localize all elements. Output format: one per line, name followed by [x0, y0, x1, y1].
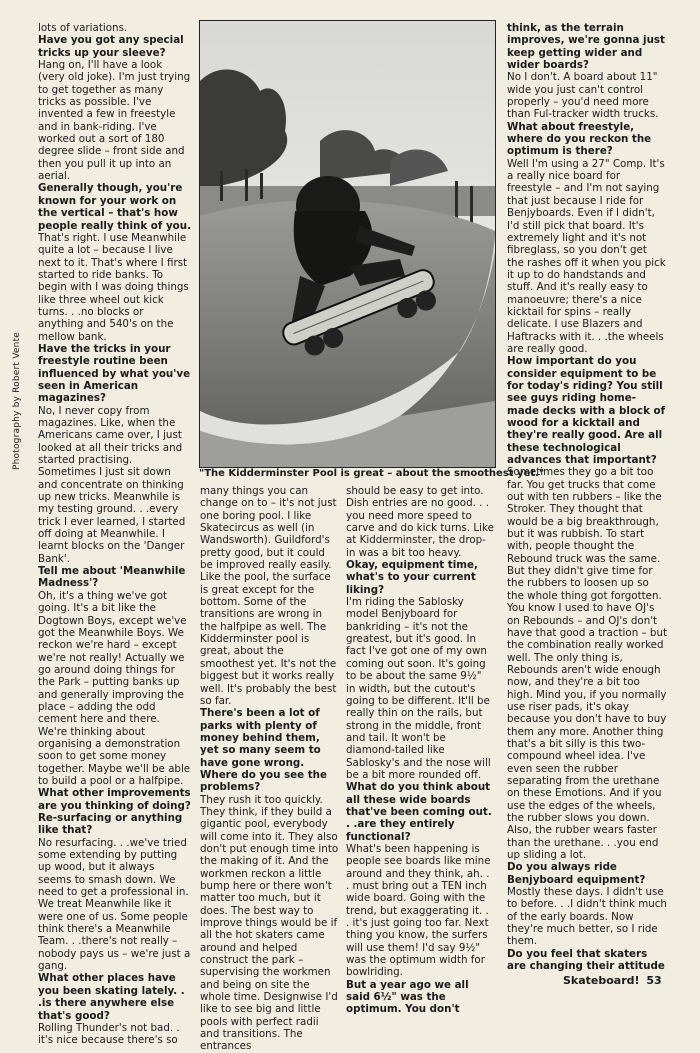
- text-column-left: [38, 22, 191, 1047]
- interview-answer: What's been happening is people see boards like mine around and they think, ah. . . must bring out a TEN inch wide board. Going with the trend, but exaggerating it. . . it's just going too far. Next thing you know, the surfers will use them! I'd say 9½" was the optimum width for bowlriding.: [346, 842, 491, 979]
- interview-question: Have you got any special tricks up your sleeve?: [38, 34, 184, 59]
- interview-answer: Oh, it's a thing we've got going. It's a bit like the Dogtown Boys, except we've got the Meanwhile Boys. We reckon we're hard – except we're not really! Actually we go around doing things for the Park – putting banks up and generally improving the place – adding the odd cement here and there. We're thinking about organising a demonstration soon to get some money together. Maybe we'll be able to build a pool or a halfpipe.: [38, 589, 191, 787]
- interview-question: What other places have you been skating lately. . .is there anywhere else that's good?: [38, 972, 185, 1022]
- photo-caption: "The Kidderminster Pool is great – about the smoothest yet.": [199, 468, 545, 479]
- interview-answer: No, I never copy from magazines. Like, when the Americans came over, I just looked at all their tricks and started practising. Sometimes I just sit down and concentrate on thinking up new tricks. Meanwhile is my testing ground. . .every trick I ever learned, I started off doing at Meanwhile. I learnt blocks on the 'Danger Bank'.: [38, 404, 186, 565]
- interview-question: But a year ago we all said 6½" was the optimum. You don't: [346, 978, 469, 1016]
- interview-question: What do you think about all these wide boards that've been coming out. . .are they entirely functional?: [346, 781, 492, 843]
- skateboarder-photo: [199, 20, 496, 468]
- interview-question: How important do you consider equipment to be for today's riding? You still see guys riding home-made decks with a block of wood for a kicktail and they're really good. Are all these technological advances that important?: [507, 355, 666, 467]
- page-footer: [563, 974, 693, 987]
- interview-question: think, as the terrain improves, we're gonna just keep getting wider and wider boards?: [507, 22, 665, 72]
- interview-question: Tell me about 'Meanwhile Madness'?: [38, 565, 186, 590]
- interview-answer: Hang on, I'll have a look (very old joke). I'm just trying to get together as many tricks as possible. I've invented a few in freestyle and in bank-riding. I've worked out a sort of 180 degree slide – front side and then you pull it up into an aerial.: [38, 59, 191, 183]
- photo-credit: Photography by Robert Vente: [12, 332, 22, 470]
- interview-answer: should be easy to get into. Dish entries are no good. . . you need more speed to carve and do kick turns. Like at Kidderminster, the drop-in was a bit too heavy.: [346, 485, 494, 559]
- interview-answer: That's right. I use Meanwhile quite a lot – because I live next to it. That's where I first started to ride banks. To begin with I was doing things like three wheel out kick turns. . .no blocks or anything and 540's on the mellow bank.: [38, 231, 189, 343]
- interview-question: There's been a lot of parks with plenty of money behind them, yet so many seem to have gone wrong. Where do you see the problems?: [200, 707, 327, 794]
- text-column-middle-2: [346, 485, 494, 1016]
- interview-answer: Sometimes they go a bit too far. You get trucks that come out with ten rubbers – like the Stroker. They thought that would be a big breakthrough, but it was rubbish. To start with, people thought the Rebound truck was the same. But they didn't give time for the rubbers to loosen up so the whole thing got forgotten. You know I used to have OJ's on Rebounds – and OJ's don't have that good a traction – but the combination really worked well. The only thing is, Rebounds aren't wide enough now, and they're a bit too high. Mind you, if you normally use riser pads, it's okay because you don't have to buy them any more. Another thing that's a bit silly is this two-compound wheel idea. I've even seen the rubber separating from the urethane on these Emotions. And if you use the edges of the wheels, the rubber slows you down. Also, the rubber wears faster than the urethane. . .you end up sliding a lot.: [507, 466, 668, 862]
- page-number: 53: [646, 974, 662, 987]
- interview-question: What other improvements are you thinking of doing? Re-surfacing or anything like that?: [38, 787, 191, 837]
- interview-answer: many things you can change on to – it's not just one boring pool. I like Skatecircus as well (in Wandsworth). Guildford's pretty good, but it could be improved really easily. Like the pool, the surface is great except for the bottom. Some of the transitions are wrong in the halfpipe as well. The Kidderminster pool is great, about the smoothest yet. It's not the biggest but it works really well. It's probably the best so far.: [200, 485, 337, 707]
- interview-answer: I'm riding the Sablosky model Benjyboard for bankriding – it's not the greatest, but it's good. In fact I've got one of my own coming out soon. It's going to be about the same 9½" in width, but the cutout's going to be different. It'll be really thin on the rails, but strong in the middle, front and tail. It won't be diamond-tailed like Sablosky's and the nose will be a bit more rounded off.: [346, 596, 491, 781]
- magazine-name: Skateboard!: [563, 974, 640, 987]
- interview-question: Have the tricks in your freestyle routine been influenced by what you've seen in American magazines?: [38, 342, 191, 405]
- interview-question: What about freestyle, where do you reckon the optimum is there?: [507, 120, 652, 158]
- interview-answer: No I don't. A board about 11" wide you just can't control properly – you'd need more than Ful-tracker width trucks.: [507, 71, 659, 121]
- interview-answer: They rush it too quickly. They think, if they build a gigantic pool, everybody will come into it. They also don't put enough time into the making of it. And the workmen reckon a little bump here or there won't matter too much, but it does. The best way to improve things would be if all the hot skaters came around and helped construct the park – supervising the workmen and being on site the whole time. Designwise I'd like to see big and little pools with perfect radii and transitions. The entrances: [200, 793, 339, 1053]
- interview-question: Do you feel that skaters are changing their attitude: [507, 947, 665, 973]
- interview-question: Okay, equipment time, what's to your current liking?: [346, 559, 478, 596]
- interview-answer: Mostly these days. I didn't use to before. . .I didn't think much of the early boards. Now they're much better, so I ride them.: [507, 886, 667, 948]
- interview-question: Generally though, you're known for your work on the vertical – that's how people really think of you.: [38, 182, 191, 232]
- interview-question: Do you always ride Benjyboard equipment?: [507, 861, 646, 886]
- text-column-right: [507, 22, 667, 980]
- photo-illustration: [200, 21, 495, 467]
- interview-answer: No resurfacing. . .we've tried some extending by putting up wood, but it always seems to smash down. We need to get a professional in. We treat Meanwhile like it were one of us. Some people think there's a Meanwhile Team. . .there's not really – nobody pays us – we're just a gang.: [38, 836, 191, 973]
- text-column-middle-1: [200, 485, 340, 1053]
- interview-answer: lots of variations.: [38, 22, 128, 34]
- interview-answer: Well I'm using a 27" Comp. It's a really nice board for freestyle – and I'm not saying that just because I ride for Benjyboards. Even if I didn't, I'd still pick that board. It's extremely light and it's not fibreglass, so you don't get the rashes off it when you pick it up to do handstands and stuff. And it's really easy to manoeuvre; there's a nice kicktail for spins – really delicate. I use Blazers and Haftracks with it. . .the wheels are really good.: [507, 157, 666, 355]
- interview-answer: Rolling Thunder's not bad. . it's nice because there's so: [38, 1021, 180, 1047]
